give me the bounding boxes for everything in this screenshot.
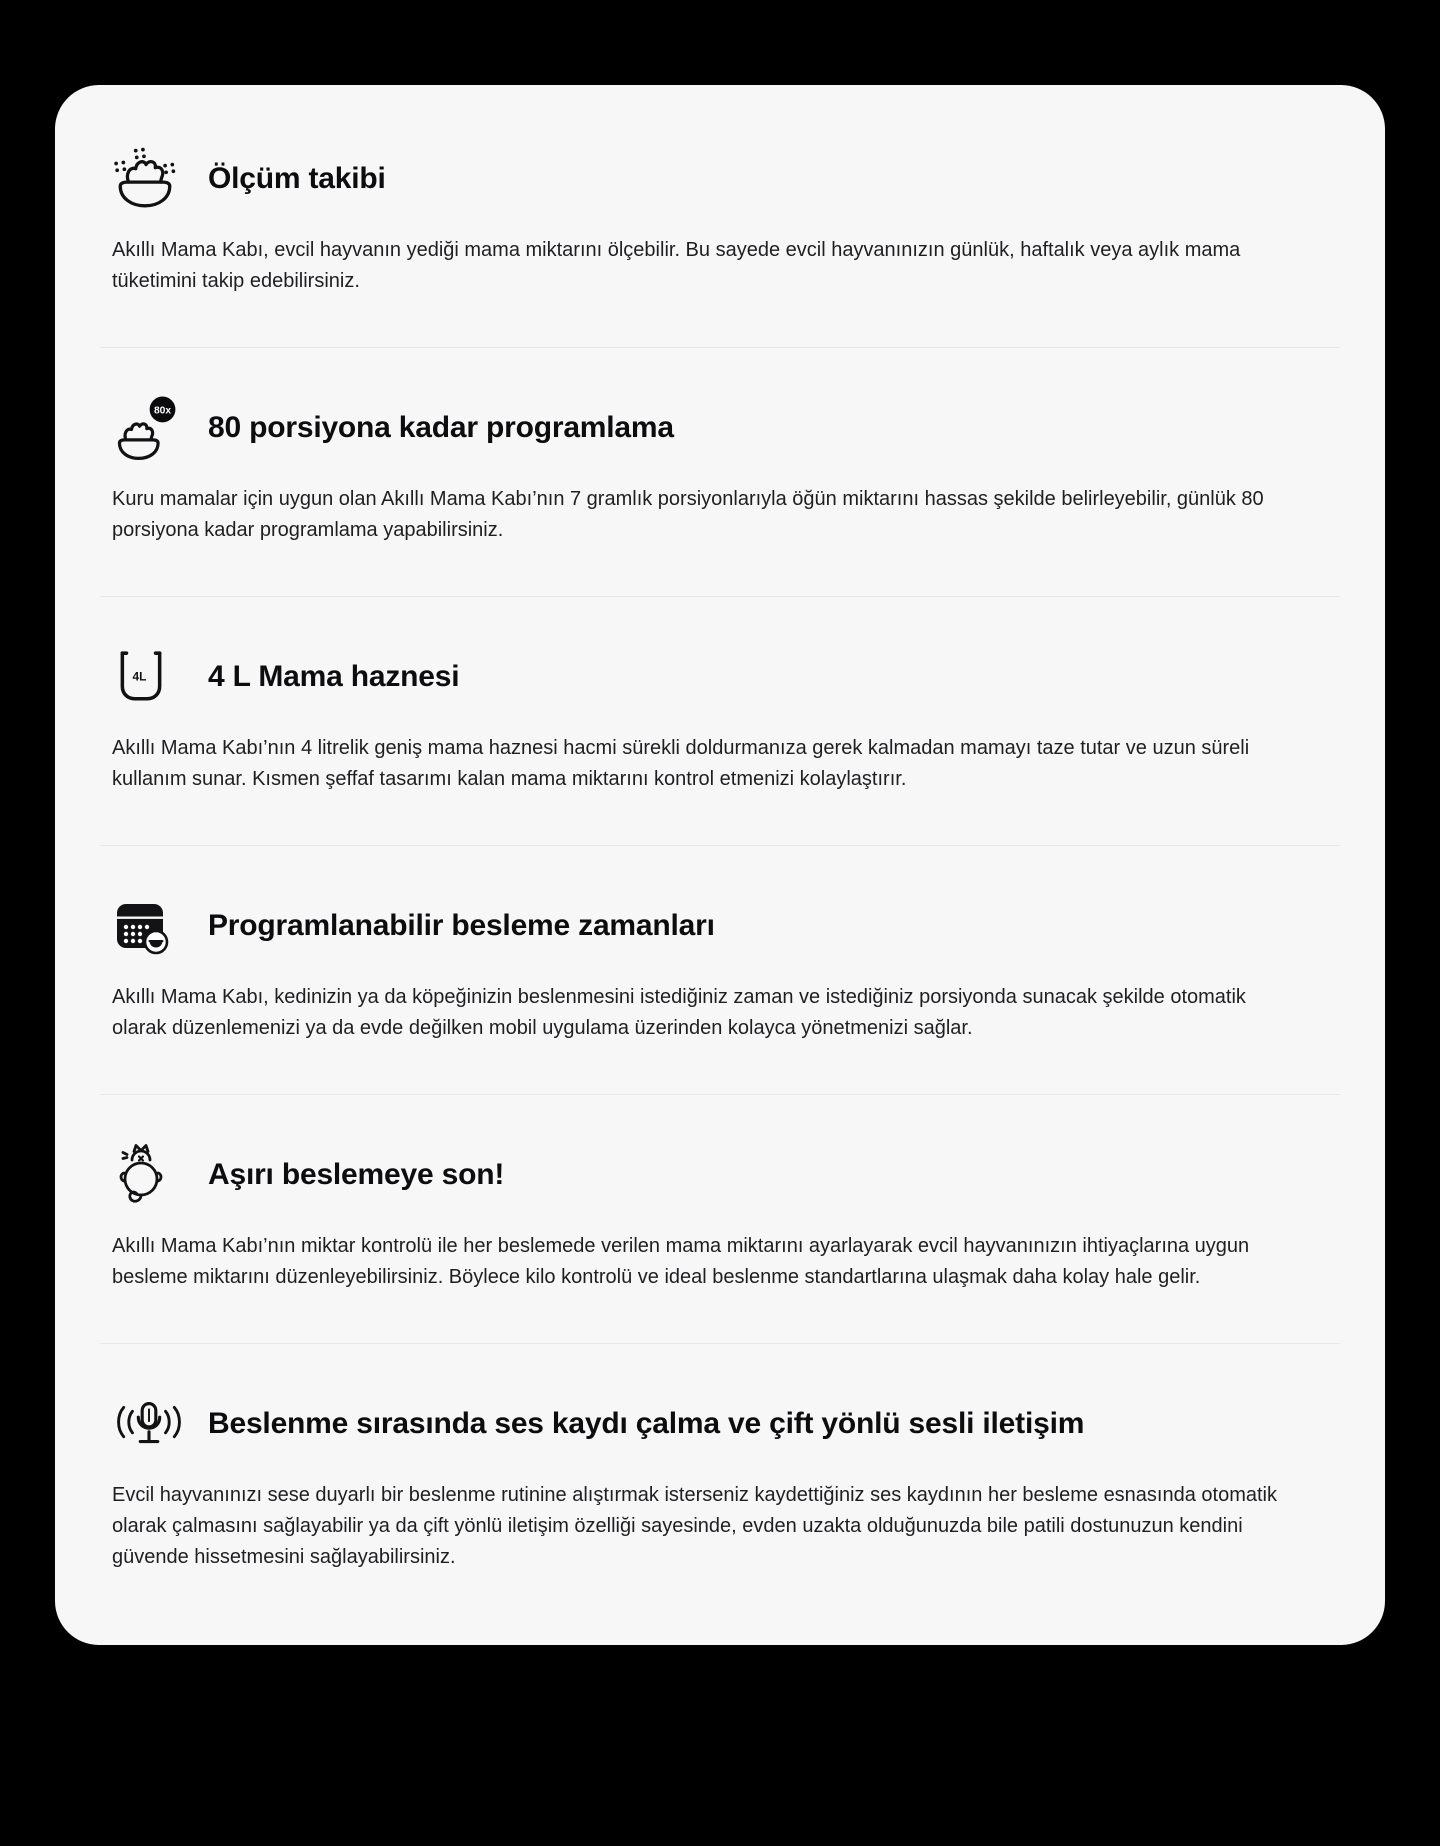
feature-title: 4 L Mama haznesi [208, 660, 460, 693]
feature-title: Programlanabilir besleme zamanları [208, 909, 715, 942]
feature-section-olcum-takibi [55, 99, 1385, 347]
feature-head [112, 645, 1328, 709]
badge-80x-label: 80x [153, 405, 172, 417]
feature-title: Aşırı beslemeye son! [208, 1158, 505, 1191]
feature-head [112, 1143, 1328, 1207]
feature-description: Evcil hayvanınızı sese duyarlı bir beslenme rutinine alıştırmak isterseniz kaydettiğiniz ses kaydının her besleme esnasında otomatik olarak çalmasını sağlayabilir ya da çift yönlü iletişim özelliği sayesinde, evden uzakta olduğunuzda bile patili dostunuzun kendini güvende hissetmesini sağlayabilirsiniz. [112, 1484, 1277, 1568]
feature-head [112, 396, 1328, 460]
feature-section-4l-hazne [55, 597, 1385, 845]
feature-title: Ölçüm takibi [208, 162, 386, 195]
feature-description: Akıllı Mama Kabı’nın 4 litrelik geniş mama haznesi hacmi sürekli doldurmanıza gerek kalmadan mamayı taze tutar ve uzun süreli kullanım sunar. Kısmen şeffaf tasarımı kalan mama miktarını kontrol etmenizi kolaylaştırır. [112, 737, 1250, 790]
feature-head [112, 147, 1328, 211]
cat-belly-icon [112, 1143, 188, 1207]
feature-description: Akıllı Mama Kabı’nın miktar kontrolü ile her beslemede verilen mama miktarını ayarlayarak evcil hayvanınızın ihtiyaçlarına uygun besleme miktarını düzenleyebilirsiniz. Böylece kilo kontrolü ve ideal beslenme standartlarına ulaşmak daha kolay hale gelir. [112, 1235, 1250, 1288]
pet-bowl-80x-icon [112, 396, 188, 460]
feature-section-80-porsiyon [55, 348, 1385, 596]
feature-description: Kuru mamalar için uygun olan Akıllı Mama Kabı’nın 7 gramlık porsiyonlarıyla öğün miktarını hassas şekilde belirleyebilir, günlük 80 porsiyona kadar programlama yapabilirsiniz. [112, 488, 1264, 541]
container-capacity-label: 4L [132, 669, 147, 684]
feature-head [112, 1392, 1328, 1456]
pet-bowl-sparkle-icon [112, 147, 188, 211]
microphone-sound-waves-icon [112, 1392, 188, 1456]
feature-description: Akıllı Mama Kabı, evcil hayvanın yediği mama miktarını ölçebilir. Bu sayede evcil hayvanınızın günlük, haftalık veya aylık mama tüketimini takip edebilirsiniz. [112, 239, 1241, 292]
feature-description: Akıllı Mama Kabı, kedinizin ya da köpeğinizin beslenmesini istediğiniz zaman ve istediğiniz porsiyonda sunacak şekilde otomatik olarak düzenlemenizi ya da evde değilken mobil uygulama üzerinden kolayca yönetmenizi sağlar. [112, 986, 1246, 1039]
feature-title: Beslenme sırasında ses kaydı çalma ve çift yönlü sesli iletişim [208, 1407, 1085, 1440]
feature-section-sesli-iletisim [55, 1344, 1385, 1623]
feature-head [112, 894, 1328, 958]
calendar-schedule-icon [112, 894, 188, 958]
content-card [55, 85, 1385, 1645]
feature-section-asiri-beslemeye-son [55, 1095, 1385, 1343]
feature-title: 80 porsiyona kadar programlama [208, 411, 674, 444]
feature-section-programlanabilir-besleme [55, 846, 1385, 1094]
food-container-icon [112, 645, 188, 709]
